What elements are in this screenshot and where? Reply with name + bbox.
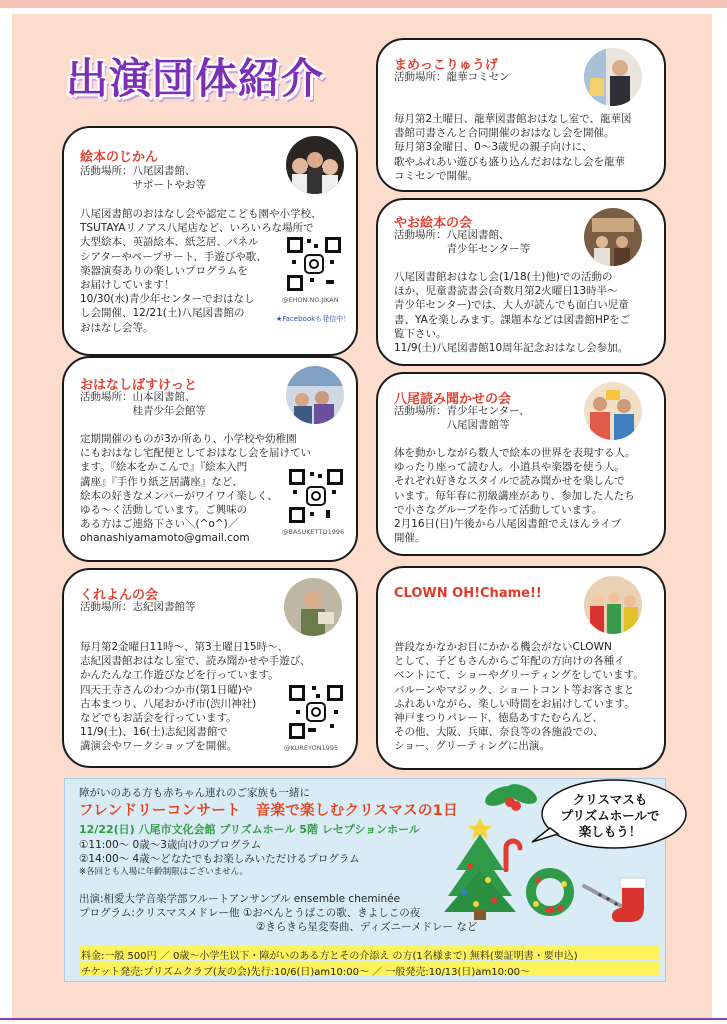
group-description: 八尾図書館のおはなし会や認定こども園や小学校、 TSUTAYAリノアス八尾店など、いろいろな場所で 大型絵本、英語絵本、紙芝居、パネル シアターやペープサート、手遊びや歌、 楽器演奏ありの楽しいプログラムを お届けしています！ 10/30(水)青少年センターでおはなし し会開催、12/21(土)八尾図書館の おはなし会等。 bbox=[80, 208, 322, 334]
qr-account-label: @BASUKETTO1996 bbox=[282, 528, 345, 536]
group-location: 活動場所：八尾図書館、 青少年センター等 bbox=[394, 229, 531, 255]
qr-account-label: @EHON.NO.JIKAN bbox=[282, 296, 339, 304]
qr-code[interactable] bbox=[286, 236, 342, 292]
candy-cane-icon bbox=[498, 836, 524, 872]
group-photo bbox=[584, 576, 642, 634]
group-description: 定期開催のものが3か所あり、小学校や幼稚園 にもおはなし宅配便としておはなし会を届けてい ます。『絵本をかこんで』『絵本入門 講座』『手作り紙芝居講座』など、 絵本の好きなメンバーがワイワイ楽しく、 ゆる～く活動しています。ご興味の ある方はご連絡下さい＼(^o^)／ ohanashiyamamoto@gmail.com bbox=[80, 433, 311, 545]
group-photo bbox=[286, 366, 344, 424]
group-photo bbox=[584, 208, 642, 266]
christmas-stocking-icon bbox=[610, 876, 658, 928]
concert-program-morning: ①11:00～ 0歳～3歳向けのプログラム bbox=[79, 839, 262, 851]
concert-program-list-cont: ②きらきら星変奏曲、ディズニーメドレー など bbox=[256, 921, 478, 933]
group-name: くれよんの会 bbox=[80, 588, 159, 603]
group-photo bbox=[584, 48, 642, 106]
concert-heading: 障がいのある方も赤ちゃん連れのご家族も一緒に bbox=[79, 787, 310, 799]
concert-performers: 出演:相愛大学音楽学部フルートアンサンブル ensemble cheminée bbox=[79, 893, 401, 905]
group-photo bbox=[284, 578, 342, 636]
group-photo bbox=[286, 136, 344, 194]
concert-program-list: プログラム:クリスマスメドレー他 ①おべんとうばこの歌、きよしこの夜 bbox=[79, 907, 421, 919]
group-card-yao-ehon bbox=[376, 198, 666, 366]
concert-program-afternoon: ②14:00～ 4歳～どなたでもお楽しみいただけるプログラム bbox=[79, 853, 360, 865]
group-description: 体を動かしながら数人で絵本の世界を表現する人。 ゆったり座って読む人。小道具や楽器を使う人。 それぞれ好きなスタイルで読み聞かせを楽しんで います。毎年春に初級講座があり、参加した人たち で小さなグループを作って活動しています。 2月16日(日)午後から八尾図書館でえほんライブ 開催。 bbox=[394, 447, 636, 545]
concert-price: 料金:一般 500円 ／ 0歳～小学生以下・障がいのある方とその介添え の方(1名様まで) 無料(要証明書・要申込) bbox=[81, 951, 578, 962]
top-border bbox=[0, 0, 727, 8]
group-name: やお絵本の会 bbox=[394, 216, 473, 231]
facebook-note: ★Facebookも発信中！ bbox=[276, 315, 351, 323]
group-name: おはなしばすけっと bbox=[80, 378, 198, 393]
concert-date-venue: 12/22(日) 八尾市文化会館 プリズムホール 5階 レセプションホール bbox=[79, 823, 420, 836]
group-location: 活動場所：青少年センター、 八尾図書館等 bbox=[394, 405, 530, 431]
group-location: 活動場所：龍華コミセン bbox=[394, 71, 510, 83]
group-card-kureyon bbox=[62, 568, 358, 768]
group-description: 八尾図書館おはなし会(1/18(土)他)での活動の ほか、児童書読書会(奇数月第2火曜日13時半～ 青少年センター)では、大人が読んでも面白い児童 書、YAを楽しみます。課題本などは図書館HPをご 覧下さい。 11/9(土)八尾図書館10周年記念おはなし会参加。 bbox=[394, 271, 631, 355]
group-card-yao-yomikikase bbox=[376, 372, 666, 556]
bottom-border bbox=[0, 1018, 727, 1020]
group-photo bbox=[584, 382, 642, 440]
group-card-ehon-no-jikan bbox=[62, 126, 358, 356]
concert-title: フレンドリーコンサート 音楽で楽しむクリスマスの1日 bbox=[79, 803, 458, 819]
group-description: 普段なかなかお目にかかる機会がないCLOWN として、子どもさんからご年配の方向けの各種イ ベントにて、ショーやグリーティングをしています。 バルーンやマジック、ショートコント等お客さまと ふれあいながら、楽しい時間をお届けしています。 神戸まつりパレード、徳島あすたむらんど、 その他、大阪、兵庫、奈良等の各施設での、 ショー、グリーティングに出演。 bbox=[394, 641, 644, 753]
group-name: まめっこりゅうげ bbox=[394, 58, 498, 73]
speech-bubble-text: クリスマスも プリズムホールで 楽しもう！ bbox=[560, 792, 660, 839]
group-location: 活動場所：山本図書館、 桂青少年会館等 bbox=[80, 391, 206, 417]
qr-account-label: @KUREYON1995 bbox=[284, 744, 339, 752]
group-card-clown-ohchame bbox=[376, 566, 666, 770]
page-title: 出演団体紹介 bbox=[66, 54, 325, 103]
group-location: 活動場所：志紀図書館等 bbox=[80, 601, 196, 613]
qr-code[interactable] bbox=[288, 468, 344, 524]
group-description: 毎月第2金曜日11時～、第3土曜日15時～、 志紀図書館おはなし室で、読み聞かせや手遊び、 かんたんな工作遊びなどを行っています。 四天王寺さんのわつか市(第1日曜)や 古本まつり、八尾おかげ市(渋川神社) などでもお話会を行っています。 11/9(土)、16(土)志紀図書館で 講演会やワークショップを開催。 bbox=[80, 641, 311, 753]
qr-code[interactable] bbox=[288, 684, 344, 740]
concert-tickets: チケット発売:プリズムクラブ(友の会)先行:10/6(日)am10:00～ ／ 一般発売:10/13(日)am10:00～ bbox=[81, 967, 531, 978]
group-name: 八尾読み聞かせの会 bbox=[394, 392, 512, 407]
group-card-ohanashi-basket bbox=[62, 356, 358, 562]
group-description: 毎月第2土曜日、龍華図書館おはなし室で、龍華図 書館司書さんと合同開催のおはなし会を開催。 毎月第3金曜日、0～3歳児の親子向けに、 歌やふれあい遊びも盛り込んだおはなし会を龍華 コミセンで開催。 bbox=[394, 113, 632, 182]
group-card-mamekko-ryuge bbox=[376, 38, 666, 192]
concert-age-note: ※各回とも入場に年齢制限はございません。 bbox=[79, 867, 249, 877]
group-location: 活動場所：八尾図書館、 サポートやお等 bbox=[80, 165, 206, 191]
wreath-icon bbox=[524, 866, 576, 918]
group-name: CLOWN OH!Chame!! bbox=[394, 586, 542, 601]
group-name: 絵本のじかん bbox=[80, 150, 159, 165]
